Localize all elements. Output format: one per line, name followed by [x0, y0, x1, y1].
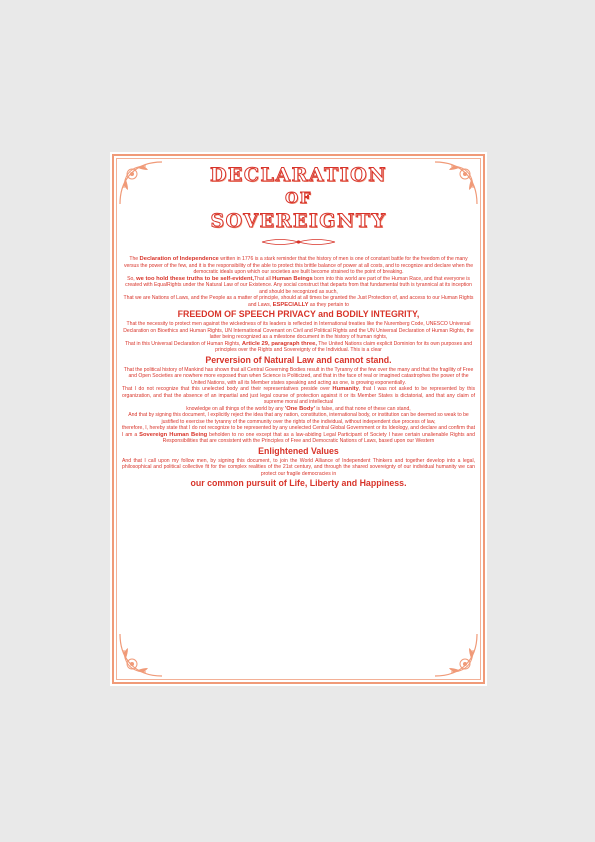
paragraph: That in this Universal Declaration of Human Rights, Article 29, paragraph three, The United Nations claim explicit Dominion for its own purposes and principles over the Rights and Sovereignty of the Individual. This is a clear [124, 340, 473, 353]
paragraph: That the political history of Mankind has shown that all Central Governing Bodies result in the Tyranny of the few over the many and that the fragility of Free and Open Societies are nowhere more exposed than when Science is Politicized, and that in the face of real or imagined catastrophes the power of the United Nations, with all its Member states speaking and acting as one, is growing exponentially. [123, 366, 474, 386]
corner-ornament-icon [431, 630, 481, 680]
title-line-1: DECLARATION [209, 164, 388, 186]
paragraph: That I do not recognize that this unelected body and their representatives preside over Humanity, that I was not asked to be represented by this organization, and that the absence of an impartial and just legal course of protection against it or its Member States is dictatorial, and that any claim of supreme moral and intellectual [122, 386, 475, 405]
title-line-2: OF [285, 189, 312, 207]
paragraph: knowledge on all things of the world by any 'One Body' is false, and that none of these can stand, [186, 405, 411, 412]
title-line-3: SOVEREIGNTY [210, 210, 387, 232]
flourish-divider-icon [260, 237, 337, 247]
paragraph: That the necessity to protect men against the wickedness of its leaders is reflected in International treaties like the Nuremberg Code, UNESCO Universal Declaration on Bioethics and Human Rights, UN International Covenant on Civil and Political Rights and the UN Universal Declaration of Human Rights, the latter being recognized as a milestone document in the history of human rights, [123, 321, 474, 340]
paragraph: That we are Nations of Laws, and the People as a matter of principle, should at all times be granted the Just Protection of, and access to our Human Rights and Laws, ESPECIALLY as they pertain to [123, 295, 474, 308]
paragraph: The Declaration of Independence written in 1776 is a stark reminder that the history of men is one of constant battle for the freedom of the many versus the power of the few, and it is the responsibility of the able to protect this brittle balance of power at all costs, and to recognize and declare when the democratic ideals upon which our societies are built become strained to the point of breaking. [123, 256, 474, 275]
document-page [110, 152, 487, 686]
paragraph: And that by signing this document, I explicitly reject the idea that any nation, constitution, international body, or institution can be deemed so weak to be justified to exercise the tyranny of the community over the rights of the individual, without independent due process of law, [128, 412, 469, 425]
heading-perversion: Perversion of Natural Law and cannot stand. [205, 354, 392, 365]
heading-enlightened: Enlightened Values [258, 445, 339, 456]
paragraph: So, we too hold these truths to be self-evident,That all Human Beings born into this world are part of the Human Race, and that everyone is created with EqualRights under the Natural Law of our Existence. Any social construct that departs from that fundamental truth is tyrannical at its inception and should be recognized as such, [125, 275, 472, 295]
heading-pursuit: our common pursuit of Life, Liberty and Happiness. [190, 478, 407, 488]
corner-ornament-icon [116, 630, 166, 680]
declaration-body [122, 256, 475, 490]
heading-freedom: FREEDOM OF SPEECH PRIVACY and BODILY INTEGRITY, [177, 309, 420, 319]
paragraph: And that I call upon my follow men, by signing this document, to join the World Alliance of Independent Thinkers and together develop into a legal, philosophical and political collective fit for the complex realities of the 21st century, and through the shared sovereignty of our individual humanity we can protect our fragile democracies in [122, 457, 475, 477]
paragraph: therefore, I, hereby state that I do not recognize to be represented by any unelected Central Global Government or its Ideology, and declare and confirm that I am a Sovereign Human Being beholden to no one except that as a law-abiding Legal Participant of Society I have certain unalienable Rights and Responsibilities that are consistent with the Principles of Free and Democratic Nations of Laws, based upon our Western [122, 425, 475, 444]
